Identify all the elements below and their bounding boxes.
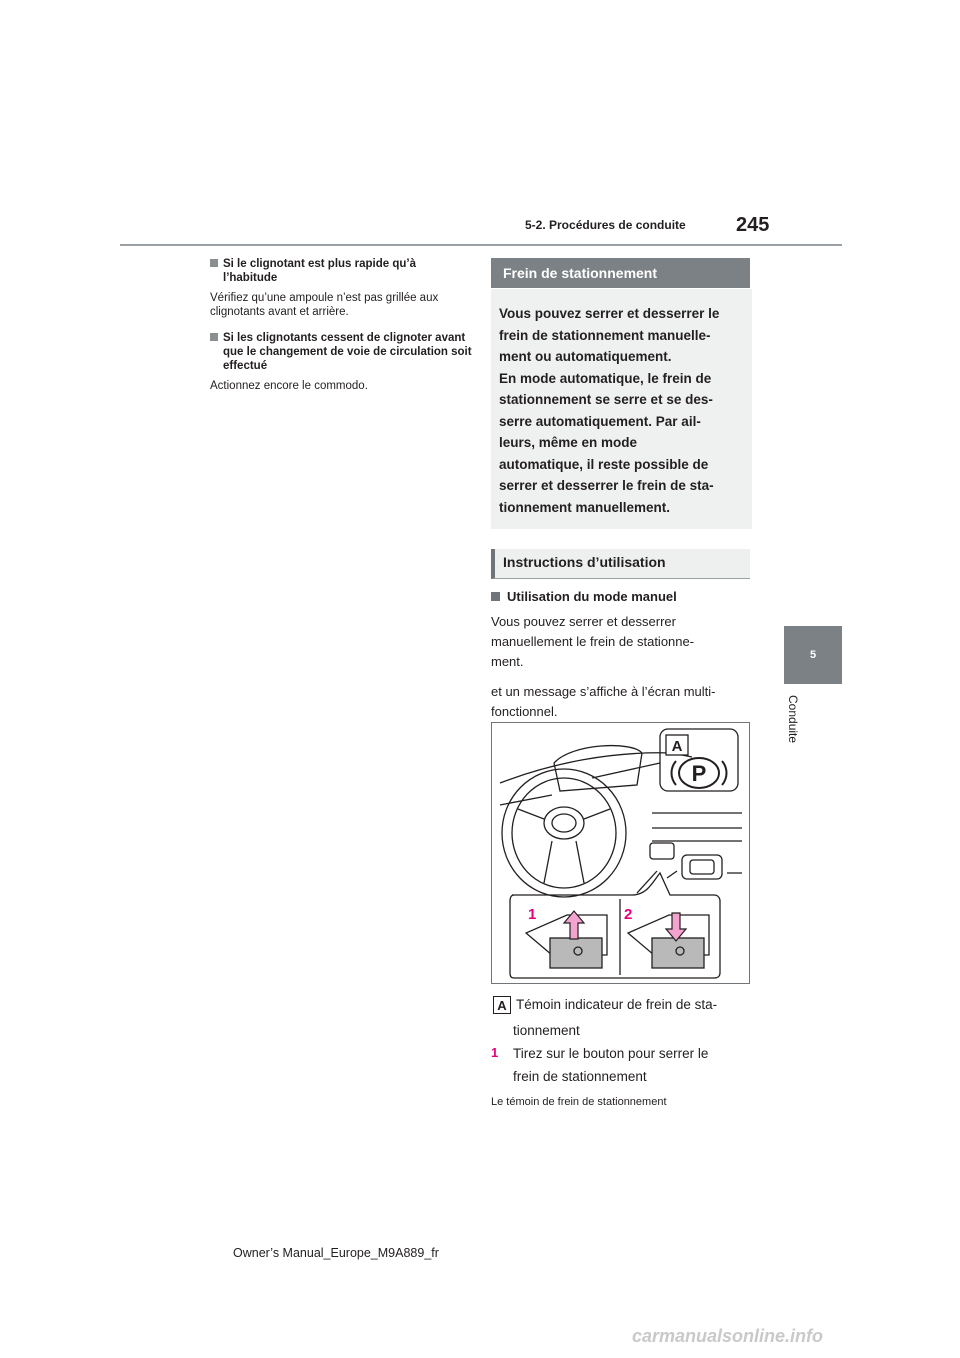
legend-text-line: Témoin indicateur de frein de sta- <box>516 997 718 1012</box>
subheading: Utilisation du mode manuel <box>491 588 753 606</box>
legend-text-line: tionnement <box>513 1023 580 1038</box>
callout-label-a: A <box>671 738 683 755</box>
body-line: manuellement le frein de stationne- <box>491 634 695 649</box>
intro-line: En mode automatique, le frein de <box>499 370 712 386</box>
note-body: Vérifiez qu’une ampoule n’est pas grillée aux clignotants avant et arrière. <box>210 292 439 318</box>
intro-line: ment ou automatiquement. <box>499 349 672 364</box>
push-down-arrow-icon <box>666 913 686 941</box>
header-rule <box>120 244 842 246</box>
intro-line: automatique, il reste possible de <box>499 456 709 472</box>
body-line: et un message s’affiche à l’écran multi- <box>491 684 716 699</box>
page-number: 245 <box>736 214 770 236</box>
note-body: Actionnez encore le commodo. <box>210 380 368 392</box>
body-line: Vous pouvez serrer et desserrer <box>491 614 676 629</box>
intro-line: leurs, même en mode <box>499 435 638 450</box>
section-heading-instructions: Instructions d’utilisation <box>491 549 750 579</box>
step-number-2: 2 <box>624 906 633 923</box>
manual-id: Owner’s Manual_Europe_M9A889_fr <box>233 1246 439 1260</box>
intro-line: stationnement se serre et se des- <box>499 392 713 407</box>
intro-box <box>491 289 752 529</box>
intro-line: frein de stationnement manuelle- <box>499 327 711 343</box>
parking-symbol: P <box>691 761 707 786</box>
square-bullet-icon <box>210 333 218 341</box>
dashboard-illustration <box>492 723 749 983</box>
intro-line: serre automatiquement. Par ail- <box>499 413 701 429</box>
square-bullet-icon <box>210 259 218 267</box>
legend-text-line: frein de stationnement <box>513 1069 647 1084</box>
chapter-number: 5 <box>809 649 817 661</box>
small-note: Le témoin de frein de stationnement <box>491 1096 667 1108</box>
chapter-tab[interactable] <box>784 626 842 684</box>
step-number-1: 1 <box>528 906 537 923</box>
note-heading: Si le clignotant est plus rapide qu’à l’habitude <box>210 257 472 285</box>
section-title: 5-2. Procédures de conduite <box>525 218 686 232</box>
note-heading: Si les clignotants cessent de clignoter avant que le changement de voie de circulation soit effectué <box>210 331 472 373</box>
parking-brake-figure <box>491 722 750 984</box>
chapter-label: Conduite <box>786 695 800 744</box>
body-line: fonctionnel. <box>491 704 558 719</box>
watermark: carmanualsonline.info <box>632 1326 824 1346</box>
section-heading-parking-brake: Frein de stationnement <box>491 258 750 288</box>
intro-line: tionnement manuellement. <box>499 499 671 515</box>
manual-mode-section <box>491 588 753 722</box>
left-column <box>210 257 472 405</box>
intro-line: Vous pouvez serrer et desserrer le <box>499 306 720 321</box>
legend-text-line: Tirez sur le bouton pour serrer le <box>513 1046 709 1061</box>
legend-badge-a: A <box>493 996 511 1014</box>
body-line: ment. <box>491 654 524 669</box>
intro-line: serrer et desserrer le frein de sta- <box>499 478 714 493</box>
square-bullet-icon <box>491 592 500 601</box>
legend-step-number: 1 <box>491 1045 499 1060</box>
